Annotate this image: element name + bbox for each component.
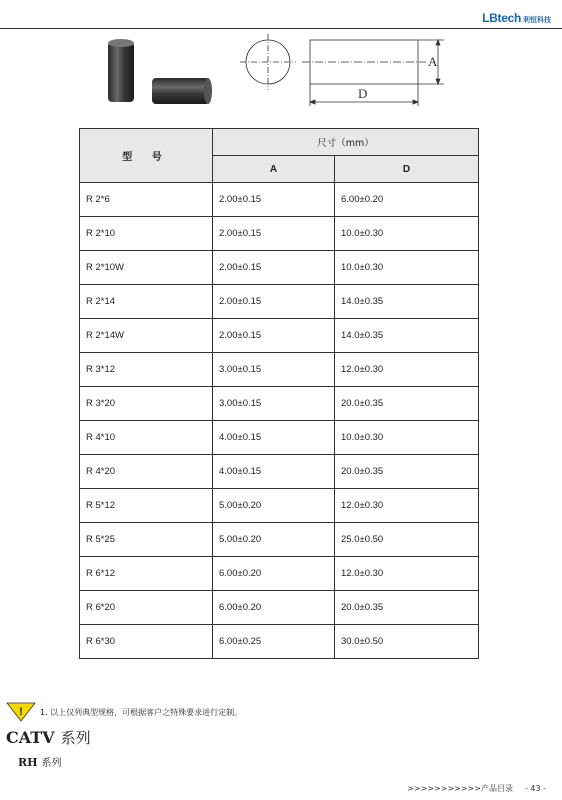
cell-a: 2.00±0.15 xyxy=(213,251,335,285)
vertical-resistor xyxy=(108,39,134,102)
section-title-latin: CATV xyxy=(6,728,55,747)
subsection-title-cjk: 系列 xyxy=(41,758,62,769)
page-number: - 43 - xyxy=(524,784,546,793)
table-row xyxy=(80,489,479,523)
spec-table xyxy=(79,128,479,659)
cell-a: 2.00±0.15 xyxy=(213,183,335,217)
cell-d: 20.0±0.35 xyxy=(335,387,479,421)
horizontal-resistor xyxy=(152,78,212,104)
dim-d-label: D xyxy=(358,86,368,101)
cell-model: R 6*12 xyxy=(80,557,213,591)
cell-a: 2.00±0.15 xyxy=(213,319,335,353)
cell-a: 6.00±0.25 xyxy=(213,625,335,659)
cell-d: 12.0±0.30 xyxy=(335,353,479,387)
cell-d: 20.0±0.35 xyxy=(335,591,479,625)
table-row xyxy=(80,217,479,251)
table-row xyxy=(80,387,479,421)
cell-d: 25.0±0.50 xyxy=(335,523,479,557)
cell-d: 10.0±0.30 xyxy=(335,421,479,455)
col-header-d: D xyxy=(335,156,479,183)
dim-a-label: A xyxy=(428,54,438,69)
cell-a: 4.00±0.15 xyxy=(213,421,335,455)
table-row xyxy=(80,591,479,625)
cell-model: R 2*14 xyxy=(80,285,213,319)
cell-d: 14.0±0.35 xyxy=(335,285,479,319)
cell-d: 10.0±0.30 xyxy=(335,251,479,285)
cell-a: 3.00±0.15 xyxy=(213,387,335,421)
cell-d: 14.0±0.35 xyxy=(335,319,479,353)
cell-model: R 2*10W xyxy=(80,251,213,285)
cell-a: 2.00±0.15 xyxy=(213,285,335,319)
table-row xyxy=(80,421,479,455)
footer-catalog: >>>>>>>>>>>产品目录 xyxy=(407,784,513,793)
svg-text:!: ! xyxy=(19,706,23,718)
cell-model: R 6*30 xyxy=(80,625,213,659)
note xyxy=(6,702,242,722)
cell-a: 3.00±0.15 xyxy=(213,353,335,387)
col-header-a: A xyxy=(213,156,335,183)
cell-model: R 4*10 xyxy=(80,421,213,455)
table-row xyxy=(80,557,479,591)
cell-model: R 2*10 xyxy=(80,217,213,251)
cell-model: R 5*12 xyxy=(80,489,213,523)
table-row xyxy=(80,319,479,353)
brand-logo xyxy=(482,9,551,27)
warning-icon xyxy=(6,702,36,722)
header-rule xyxy=(0,28,562,29)
section-title-cjk: 系列 xyxy=(60,729,91,747)
cell-model: R 2*6 xyxy=(80,183,213,217)
logo-subtext: 利恒科技 xyxy=(523,16,551,24)
cell-model: R 3*12 xyxy=(80,353,213,387)
cell-model: R 3*20 xyxy=(80,387,213,421)
cell-a: 4.00±0.15 xyxy=(213,455,335,489)
cell-model: R 4*20 xyxy=(80,455,213,489)
table-row xyxy=(80,353,479,387)
cell-d: 12.0±0.30 xyxy=(335,557,479,591)
cell-d: 12.0±0.30 xyxy=(335,489,479,523)
table-row xyxy=(80,183,479,217)
cell-model: R 2*14W xyxy=(80,319,213,353)
cell-model: R 6*20 xyxy=(80,591,213,625)
cell-d: 20.0±0.35 xyxy=(335,455,479,489)
product-photo xyxy=(100,36,220,108)
cell-a: 2.00±0.15 xyxy=(213,217,335,251)
cell-d: 6.00±0.20 xyxy=(335,183,479,217)
subsection-title-latin: RH xyxy=(18,756,38,769)
table-row xyxy=(80,455,479,489)
cell-a: 5.00±0.20 xyxy=(213,523,335,557)
footer xyxy=(407,783,546,794)
cell-d: 30.0±0.50 xyxy=(335,625,479,659)
table-row xyxy=(80,285,479,319)
cell-a: 5.00±0.20 xyxy=(213,489,335,523)
col-header-model: 型 号 xyxy=(80,129,213,183)
dimension-drawing xyxy=(238,34,448,108)
table-row xyxy=(80,625,479,659)
table-row xyxy=(80,523,479,557)
logo-text: LBtech xyxy=(482,11,521,25)
cell-model: R 5*25 xyxy=(80,523,213,557)
cell-a: 6.00±0.20 xyxy=(213,557,335,591)
section-title xyxy=(6,727,91,748)
table-row xyxy=(80,251,479,285)
spec-table-body xyxy=(80,183,479,659)
cell-a: 6.00±0.20 xyxy=(213,591,335,625)
col-header-size: 尺寸（mm） xyxy=(213,129,479,156)
note-text: 1. 以上仅列典型规格，可根据客户之特殊要求进行定制。 xyxy=(40,707,243,717)
cell-d: 10.0±0.30 xyxy=(335,217,479,251)
subsection-title xyxy=(18,754,62,769)
